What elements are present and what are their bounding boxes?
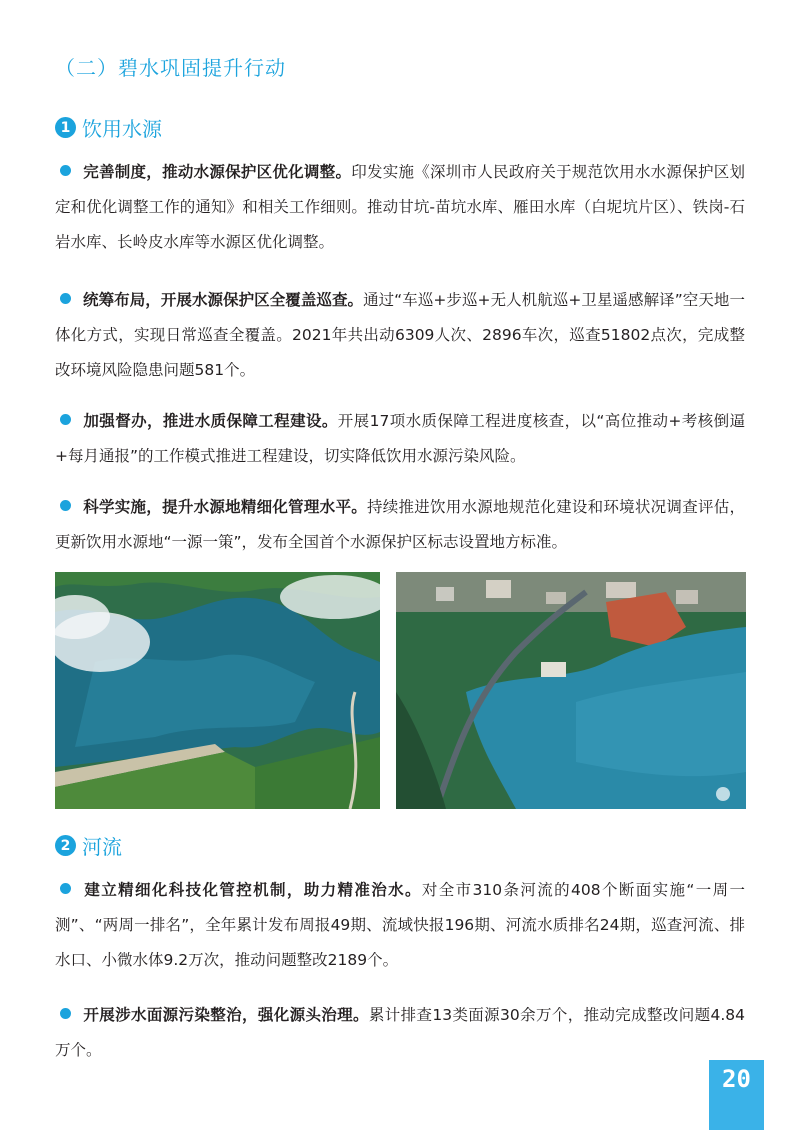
reservoir-town-photo	[396, 572, 746, 809]
bullet-paragraph	[55, 155, 745, 260]
section-title: （二）碧水巩固提升行动	[55, 56, 286, 80]
paragraph-lead: 科学实施，提升水源地精细化管理水平。	[83, 498, 367, 516]
paragraph-lead: 建立精细化科技化管控机制，助力精准治水。	[83, 881, 422, 899]
number-badge: 2	[55, 835, 76, 856]
bullet-dot-icon	[60, 883, 71, 894]
paragraph-text: 印发实施《深圳市人民政府关于规范饮用水水源保护区划定和优化调整工作的通知》和相关工作细则。推动甘坑-苗坑水库、雁田水库（白坭坑片区）、铁岗-石岩水库、长岭皮水库等水源区优化调整。	[55, 163, 745, 251]
paragraph-lead: 开展涉水面源污染整治，强化源头治理。	[83, 1006, 369, 1024]
bullet-dot-icon	[60, 293, 71, 304]
bullet-paragraph	[55, 873, 745, 978]
number-badge: 1	[55, 117, 76, 138]
paragraph-text: 对全市310条河流的408个断面实施“一周一测”、“两周一排名”，全年累计发布周报49期、流域快报196期、河流水质排名24期，巡查河流、排水口、小微水体9.2万次，推动问题整改2189个。	[55, 881, 745, 969]
bullet-dot-icon	[60, 414, 71, 425]
subheading-label: 河流	[82, 835, 122, 859]
reservoir-dam-photo	[55, 572, 380, 809]
paragraph-lead: 加强督办，推进水质保障工程建设。	[83, 412, 338, 430]
subheading-rivers	[55, 831, 122, 860]
paragraph-text: 开展17项水质保障工程进度核查，以“高位推动+考核倒逼+每月通报”的工作模式推进工程建设，切实降低饮用水源污染风险。	[55, 412, 745, 465]
subheading-label: 饮用水源	[82, 117, 162, 141]
bullet-paragraph	[55, 404, 745, 474]
paragraph-lead: 统筹布局，开展水源保护区全覆盖巡查。	[83, 291, 364, 309]
bullet-paragraph	[55, 283, 745, 388]
paragraph-text: 通过“车巡+步巡+无人机航巡+卫星遥感解译”空天地一体化方式，实现日常巡查全覆盖。2021年共出动6309人次、2896车次，巡查51802点次，完成整改环境风险隐患问题581个。	[55, 291, 745, 379]
bullet-paragraph	[55, 490, 745, 560]
bullet-dot-icon	[60, 165, 71, 176]
page-number-badge: 20	[709, 1060, 764, 1130]
bullet-dot-icon	[60, 500, 71, 511]
paragraph-lead: 完善制度，推动水源保护区优化调整。	[83, 163, 352, 181]
paragraph-text: 累计排查13类面源30余万个，推动完成整改问题4.84万个。	[55, 1006, 745, 1059]
paragraph-text: 持续推进饮用水源地规范化建设和环境状况调查评估，更新饮用水源地“一源一策”，发布全国首个水源保护区标志设置地方标准。	[55, 498, 745, 551]
bullet-dot-icon	[60, 1008, 71, 1019]
bullet-paragraph	[55, 998, 745, 1068]
subheading-drinking-water	[55, 113, 162, 142]
